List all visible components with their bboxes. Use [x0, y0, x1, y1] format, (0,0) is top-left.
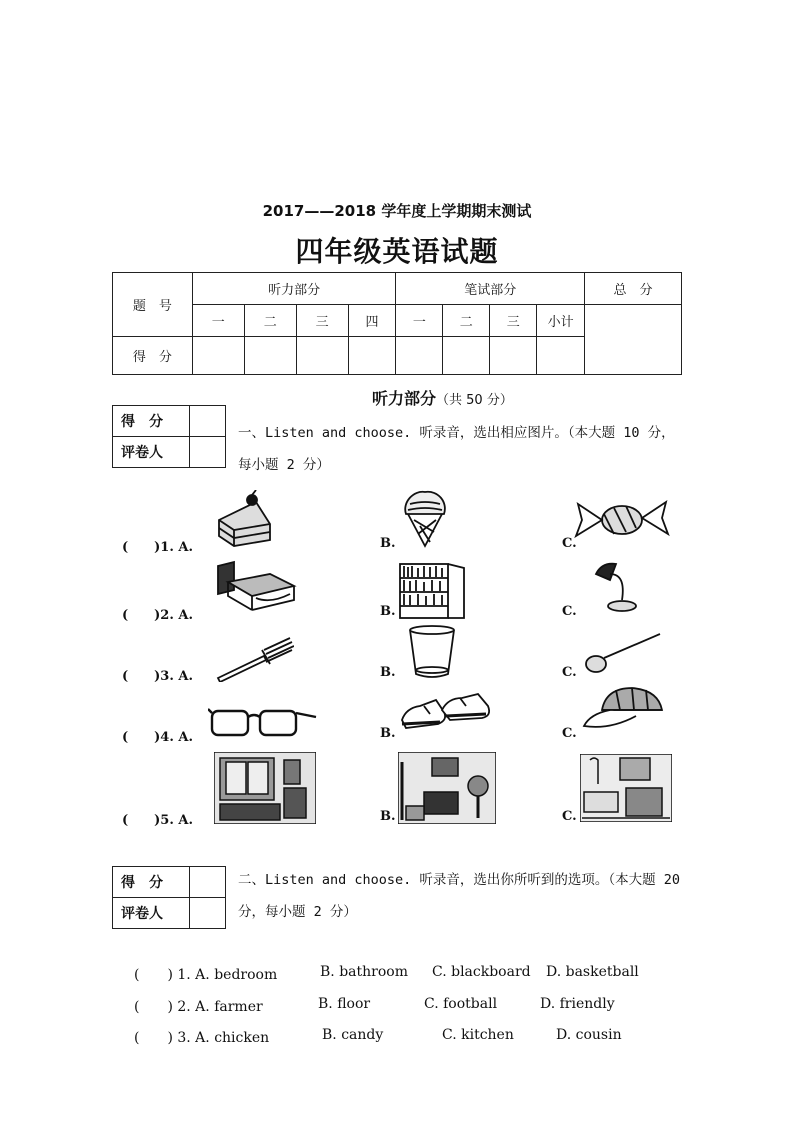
q3-option-b: B.: [380, 665, 396, 680]
mark-score-cell[interactable]: [190, 867, 226, 898]
score-cell[interactable]: [192, 337, 244, 375]
q4-option-c: C.: [562, 726, 577, 741]
q1-option-b: B.: [380, 536, 396, 551]
p2-item3-option-c: C. kitchen: [442, 1027, 514, 1043]
mark-grader-cell[interactable]: [190, 898, 226, 929]
shoes-icon: [398, 690, 494, 734]
p2-item3-option-b: B. candy: [322, 1027, 384, 1043]
q4-number: ( )4. A.: [122, 730, 194, 745]
score-cell[interactable]: [396, 337, 443, 375]
listening-section-points: （共 50 分）: [436, 393, 513, 408]
living-room-icon: [398, 752, 496, 824]
writing-col: 二: [443, 305, 490, 337]
mark-grader-label: 评卷人: [113, 898, 190, 929]
score-table-listening-label: 听力部分: [192, 273, 396, 305]
score-table: [112, 272, 682, 375]
p2-item2-option-c: C. football: [424, 996, 498, 1012]
q2-option-b: B.: [380, 604, 396, 619]
p2-item3-option-d: D. cousin: [556, 1027, 622, 1043]
listening-col: 二: [244, 305, 296, 337]
q5-option-b: B.: [380, 809, 396, 824]
score-cell[interactable]: [537, 337, 585, 375]
mark-score-cell[interactable]: [190, 406, 226, 437]
score-table-total-label: 总 分: [585, 273, 682, 305]
bed-icon: [214, 560, 298, 614]
p2-item1-option-c: C. blackboard: [432, 964, 531, 980]
listening-col: 四: [348, 305, 396, 337]
q3-option-c: C.: [562, 665, 577, 680]
listening-col: 一: [192, 305, 244, 337]
score-cell[interactable]: [296, 337, 348, 375]
ice-cream-icon: [400, 486, 450, 548]
q5-option-c: C.: [562, 809, 577, 824]
q2-option-c: C.: [562, 604, 577, 619]
p2-item2-option-d: D. friendly: [540, 996, 615, 1012]
cake-icon: [216, 490, 274, 550]
exam-title: 四年级英语试题: [295, 235, 499, 268]
p2-item2-number: ( ) 2. A. farmer: [134, 999, 263, 1015]
part1-instruction: 一、Listen and choose. 听录音，选出相应图片。（本大题 10 分，每小题 2 分）: [238, 425, 675, 473]
part2-instruction: 二、Listen and choose. 听录音，选出你所听到的选项。（本大题 20 分，每小题 2 分）: [238, 872, 681, 920]
p2-item2-option-b: B. floor: [318, 996, 371, 1012]
year-title: 2017——2018 学年度上学期期末测试: [262, 202, 532, 220]
score-table-writing-label: 笔试部分: [396, 273, 585, 305]
fork-icon: [214, 636, 294, 682]
p2-item1-option-b: B. bathroom: [320, 964, 408, 980]
q1-number: ( )1. A.: [122, 540, 194, 555]
score-cell[interactable]: [244, 337, 296, 375]
bookshelf-icon: [398, 560, 472, 620]
mark-grader-cell[interactable]: [190, 437, 226, 468]
total-score-cell[interactable]: [585, 305, 682, 375]
q3-number: ( )3. A.: [122, 669, 194, 684]
bathroom-icon: [580, 754, 672, 822]
listening-section-title: 听力部分: [372, 389, 437, 408]
writing-col: 小计: [537, 305, 585, 337]
mark-score-label: 得 分: [113, 406, 190, 437]
listening-col: 三: [296, 305, 348, 337]
mark-box-part1: [112, 405, 226, 468]
mark-grader-label: 评卷人: [113, 437, 190, 468]
score-cell[interactable]: [443, 337, 490, 375]
candy-icon: [574, 496, 670, 542]
q5-number: ( )5. A.: [122, 813, 194, 828]
bedroom-icon: [214, 752, 316, 824]
score-cell[interactable]: [490, 337, 537, 375]
mark-box-part2: [112, 866, 226, 929]
score-row-label: 得 分: [113, 337, 193, 375]
writing-col: 三: [490, 305, 537, 337]
spoon-icon: [582, 630, 664, 676]
q1-option-c: C.: [562, 536, 577, 551]
lamp-icon: [592, 560, 642, 614]
q2-number: ( )2. A.: [122, 608, 194, 623]
glasses-icon: [208, 703, 318, 739]
p2-item3-number: ( ) 3. A. chicken: [134, 1030, 270, 1046]
q4-option-b: B.: [380, 726, 396, 741]
mark-score-label: 得 分: [113, 867, 190, 898]
cap-icon: [580, 686, 666, 734]
p2-item1-number: ( ) 1. A. bedroom: [134, 967, 278, 983]
score-table-title-label: 题 号: [113, 273, 193, 337]
p2-item1-option-d: D. basketball: [546, 964, 639, 980]
writing-col: 一: [396, 305, 443, 337]
listening-section-heading: [372, 386, 513, 409]
score-cell[interactable]: [348, 337, 396, 375]
glass-icon: [406, 624, 458, 680]
